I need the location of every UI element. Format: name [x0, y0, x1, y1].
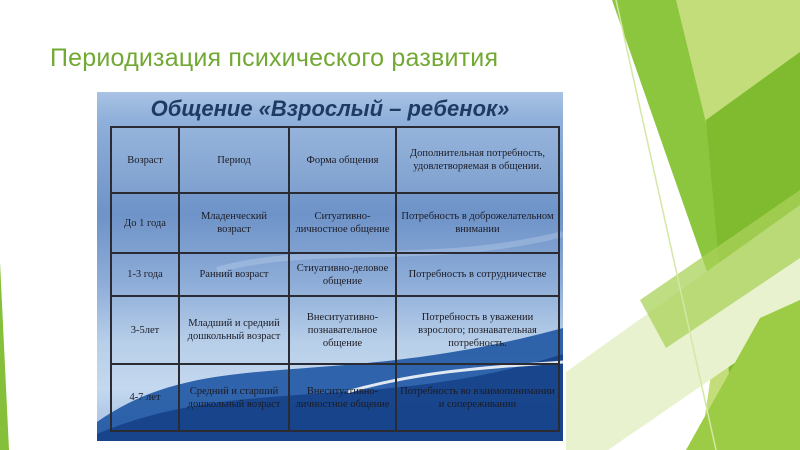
table-cell: Внеситуативно-познавательное общение [289, 296, 396, 364]
table-cell: 1-3 года [111, 253, 179, 296]
table-row [111, 253, 559, 296]
table-cell: Потребность во взаимопонимании и сопереживании [396, 364, 559, 431]
table-cell: Потребность в сотрудничестве [396, 253, 559, 296]
table-image-panel [97, 92, 563, 441]
column-header-need: Дополнительная потребность, удовлетворяемая в общении. [396, 127, 559, 193]
table-row [111, 296, 559, 364]
table-cell: Младший и средний дошкольный возраст [179, 296, 289, 364]
table-cell: Потребность в доброжелательном внимании [396, 193, 559, 253]
table-cell: Ранний возраст [179, 253, 289, 296]
table-row [111, 193, 559, 253]
table-cell: Потребность в уважении взрослого; познавательная потребность. [396, 296, 559, 364]
table-cell: 3-5лет [111, 296, 179, 364]
column-header-age: Возраст [111, 127, 179, 193]
table-header-row [111, 127, 559, 193]
slide-title: Периодизация психического развития [50, 44, 499, 72]
green-edge-left [0, 262, 9, 450]
table-cell: Ситуативно-личностное общение [289, 193, 396, 253]
table-cell: До 1 года [111, 193, 179, 253]
table-cell: Средний и старший дошкольный возраст [179, 364, 289, 431]
table-row [111, 364, 559, 431]
table-cell: Младенческий возраст [179, 193, 289, 253]
column-header-form: Форма общения [289, 127, 396, 193]
panel-heading: Общение «Взрослый – ребенок» [150, 96, 510, 121]
table-cell: Стиуативно-деловое общение [289, 253, 396, 296]
column-header-period: Период [179, 127, 289, 193]
communication-table [110, 126, 560, 432]
table-cell: Внеситуативно-личностное общение [289, 364, 396, 431]
table-cell: 4-7 лет [111, 364, 179, 431]
